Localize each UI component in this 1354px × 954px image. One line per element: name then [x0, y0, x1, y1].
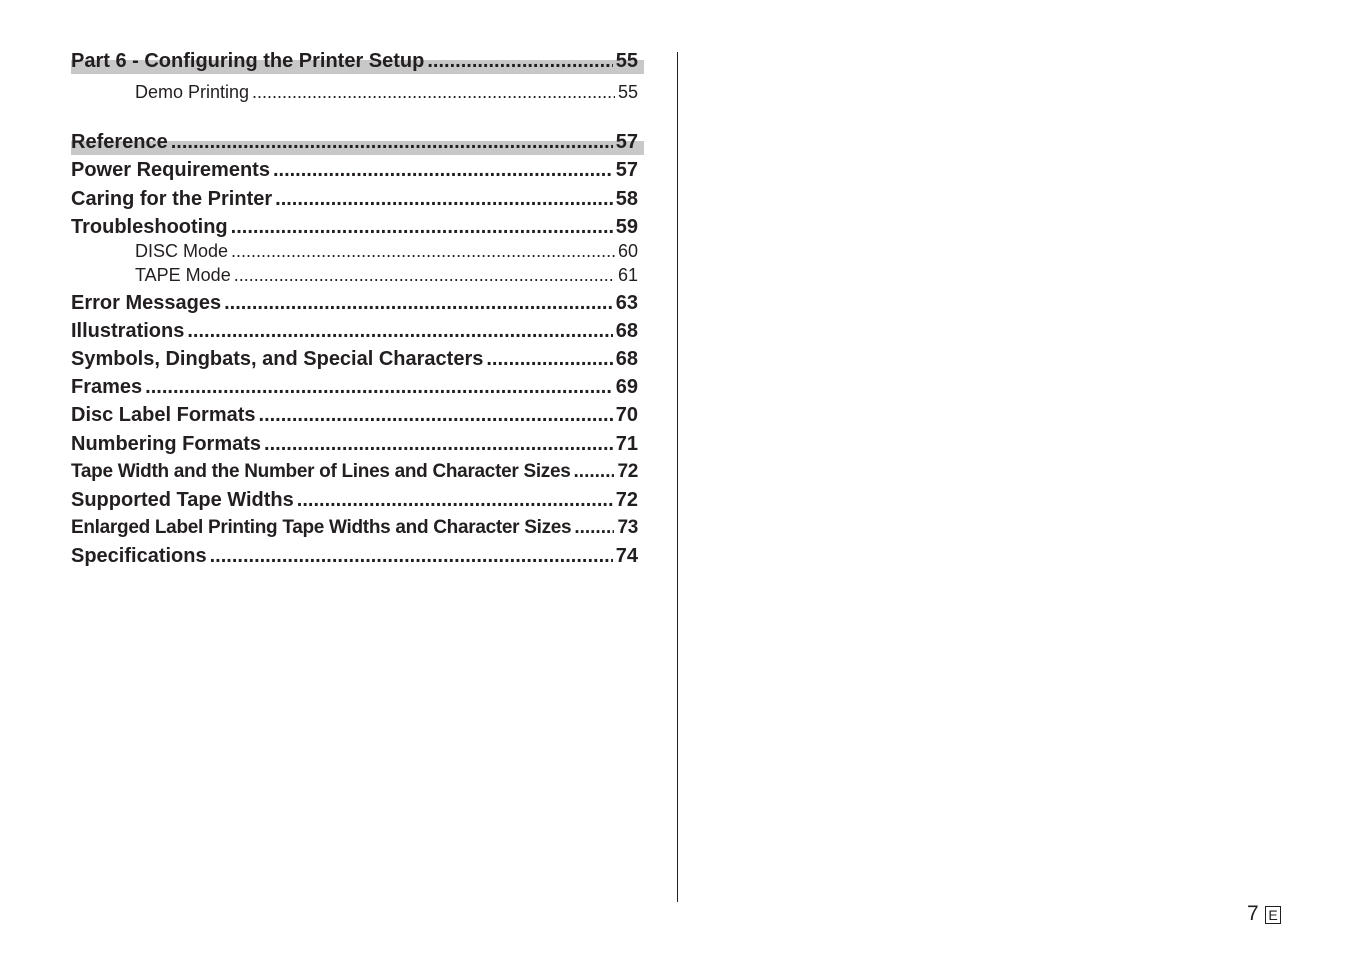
toc-entry[interactable] [71, 374, 638, 400]
toc-leader-dots [486, 346, 612, 372]
toc-entry-title: Disc Label Formats [71, 404, 256, 426]
toc-leader-dots [273, 157, 613, 183]
toc-leader-dots [275, 186, 613, 212]
toc-entry-page: 71 [615, 433, 638, 455]
toc-entry-title: Tape Width and the Number of Lines and Character Sizes [71, 461, 571, 482]
toc-leader-dots [427, 48, 612, 74]
toc-entry-page: 69 [615, 376, 638, 398]
toc-entry-title: Power Requirements [71, 159, 270, 181]
toc-leader-dots [145, 374, 613, 400]
toc-entry[interactable] [71, 431, 638, 457]
toc-entry[interactable] [71, 157, 638, 183]
toc-entry[interactable] [71, 543, 638, 569]
column-divider [677, 52, 678, 902]
toc-entry-page: 63 [615, 292, 638, 314]
toc-section-heading[interactable] [71, 129, 644, 155]
toc-subentry[interactable] [135, 81, 638, 103]
toc-entry[interactable] [71, 402, 638, 428]
toc-entry-page: 68 [615, 320, 638, 342]
toc-entry[interactable] [71, 186, 638, 212]
toc-leader-dots [231, 214, 613, 240]
toc-leader-dots [224, 290, 613, 316]
toc-entry[interactable] [71, 515, 638, 541]
toc-leader-dots [259, 402, 613, 428]
toc-entry-page: 74 [615, 545, 638, 567]
toc-entry-title: Troubleshooting [71, 216, 228, 238]
toc-entry-title: TAPE Mode [135, 265, 231, 285]
toc-section-heading[interactable] [71, 48, 644, 74]
toc-leader-dots [171, 129, 613, 155]
toc-entry-title: Numbering Formats [71, 433, 262, 455]
toc-entry-title: Specifications [71, 545, 207, 567]
toc-entry-title: DISC Mode [135, 241, 229, 261]
toc-leader-dots [252, 81, 615, 103]
toc-entry-page: 55 [615, 50, 638, 72]
toc-leader-dots [234, 264, 615, 286]
toc-entry-page: 58 [615, 188, 638, 210]
toc-entry-page: 59 [615, 216, 638, 238]
page-number: 7 [1247, 902, 1259, 925]
toc-leader-dots [297, 487, 613, 513]
toc-leader-dots [231, 240, 615, 262]
toc-entry[interactable] [71, 459, 638, 485]
toc-entry-title: Caring for the Printer [71, 188, 273, 210]
toc-leader-dots [264, 431, 613, 457]
toc-leader-dots [210, 543, 613, 569]
toc-entry-page: 60 [617, 241, 638, 261]
toc-entry[interactable] [71, 346, 638, 372]
toc-entry-title: Supported Tape Widths [71, 489, 294, 511]
toc-leader-dots [187, 318, 612, 344]
toc-leader-dots [574, 515, 614, 541]
toc-entry[interactable] [71, 214, 638, 240]
toc-entry-page: 72 [615, 489, 638, 511]
toc-entry-title: Demo Printing [135, 82, 250, 102]
toc-entry-page: 72 [617, 461, 638, 482]
toc-entry-page: 57 [615, 159, 638, 181]
toc-entry-page: 68 [615, 348, 638, 370]
toc-entry-title: Error Messages [71, 292, 222, 314]
toc-entry-title: Part 6 - Configuring the Printer Setup [71, 50, 425, 72]
toc-entry-page: 70 [615, 404, 638, 426]
toc-entry-page: 55 [617, 82, 638, 102]
toc-entry-title: Frames [71, 376, 143, 398]
toc-entry-title: Enlarged Label Printing Tape Widths and Character Sizes [71, 517, 572, 538]
toc-entry[interactable] [71, 318, 638, 344]
toc-entry[interactable] [71, 487, 638, 513]
toc-entry[interactable] [71, 290, 638, 316]
toc-entry-page: 61 [617, 265, 638, 285]
toc-entry-title: Reference [71, 131, 168, 153]
toc-subentry[interactable] [135, 264, 638, 286]
toc-entry-title: Symbols, Dingbats, and Special Characters [71, 348, 484, 370]
toc-entry-title: Illustrations [71, 320, 185, 342]
toc-entry-page: 73 [617, 517, 638, 538]
toc-entry-page: 57 [615, 131, 638, 153]
language-code-badge: E [1265, 906, 1281, 924]
toc-leader-dots [574, 459, 615, 485]
toc-subentry[interactable] [135, 240, 638, 262]
